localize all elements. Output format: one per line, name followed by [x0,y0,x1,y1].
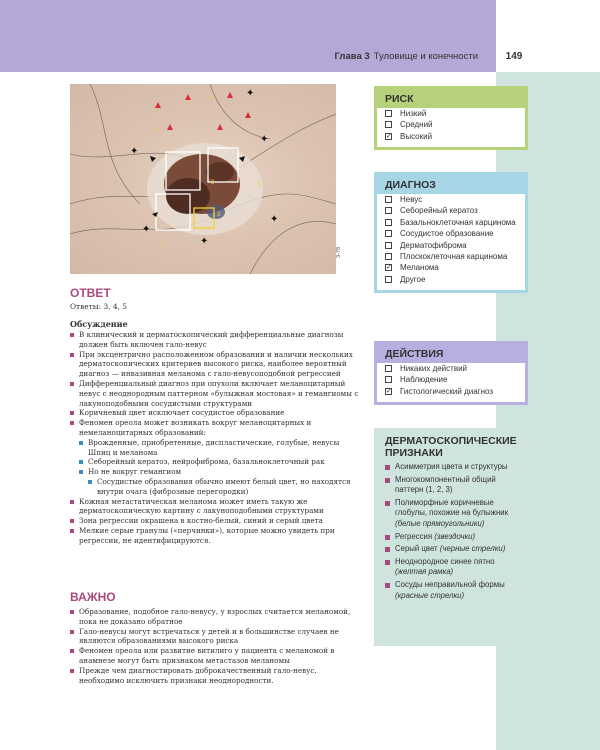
feature-item [385,475,517,496]
discussion-item: Зона регрессии окрашена в костно-белый, синий и серый цвета [70,516,360,526]
discussion-item: Феномен ореола может возникать вокруг меланоцитарных и немеланоцитарных образований: [70,418,360,438]
actions-option [385,386,517,397]
feature-text: Сосуды неправильной формы [395,579,505,589]
feature-text: Серый цвет [395,544,438,554]
diagnosis-option-label: Меланома [400,263,439,273]
feature-text: Полиморфные коричневые глобулы, похожие на булыжник [395,497,509,518]
important-item: Феномен ореола или развитие витилиго у пациента с меланомой в анамнезе могут быть признаком метастазов меланомы [70,646,360,666]
checkbox-icon [385,242,392,249]
actions-option-label: Гистологический диагноз [400,386,494,396]
feature-text: Неоднородное синее пятно [395,556,495,566]
checked-checkbox-icon: ✓ [386,264,392,272]
photo-caption: 3-78 [336,246,342,258]
discussion-item: Но не вокруг гемангиом [70,467,360,477]
important-item: Образование, подобное гало-невусу, у взрослых считается меланомой, пока не доказано обратное [70,607,360,627]
risk-options [377,108,525,147]
svg-text:✦: ✦ [200,236,209,247]
discussion-item: Мелкие серые гранулы («перчинки»), которые можно увидеть при регрессии, не идентифицируются. [70,526,360,546]
photo-label: 1 [210,96,214,102]
checkbox-icon [385,276,392,283]
feature-item [385,462,517,473]
photo-label: 1 [154,128,158,134]
feature-note: (звездочки) [434,531,476,541]
discussion-item: При эксцентрично расположенном образовании и наличии нескольких дерматоскопических критериев высокого риска, наиболее вероятный диагноз — инвазивная меланома с гало-невусоподобной регрессией [70,350,360,379]
checkbox-icon [385,110,392,117]
feature-text: Многокомпонентный общий паттерн (1, 2, 3) [395,474,496,495]
risk-box [374,86,528,150]
diagnosis-option-label: Невус [400,195,423,204]
running-header [0,40,496,72]
diagnosis-option [385,251,517,262]
discussion-item: Врожденные, приобретенные, диспластические, голубые, невусы Шпиц и меланома [70,438,360,458]
photo-label: 3 [217,212,221,218]
photo-label: 1 [258,182,262,188]
diagnosis-option [385,228,517,239]
feature-item [385,557,517,578]
photo-label: 1 [162,242,166,248]
chapter-title: Туловище и конечности [373,50,478,62]
diagnosis-title: ДИАГНОЗ [377,175,525,194]
svg-text:✦: ✦ [142,224,151,235]
feature-item [385,580,517,601]
features-list [377,462,525,608]
risk-option-label: Средний [400,120,433,130]
diagnosis-option-label: Плоскоклеточная карцинома [400,252,508,262]
risk-option [385,119,517,130]
risk-option [385,108,517,119]
actions-box [374,341,528,405]
discussion-item: В клинический и дерматоскопический дифференциальные диагнозы должен быть включен гало-невус [70,330,360,350]
actions-title: ДЕЙСТВИЯ [377,344,525,363]
checked-checkbox-icon: ✓ [386,387,392,395]
diagnosis-option-label: Базальноклеточная карцинома [400,217,516,227]
risk-option-label: Низкий [400,109,427,118]
risk-option [385,131,517,142]
diagnosis-option-label: Другое [400,274,426,284]
checked-checkbox-icon: ✓ [386,132,392,140]
discussion-item: Себорейный кератоз, нейрофиброма, базальноклеточный рак [70,457,360,467]
checkbox-icon [385,207,392,214]
actions-option [385,363,517,374]
diagnosis-option [385,240,517,251]
feature-text: Асимметрия цвета и структуры [395,462,508,471]
dermoscopy-image [70,84,336,274]
important-title: ВАЖНО [70,590,116,604]
diagnosis-option-label: Себорейный кератоз [400,206,478,216]
features-title: ДЕРМАТОСКОПИЧЕСКИЕ ПРИЗНАКИ [377,431,525,462]
actions-option-label: Наблюдение [400,375,448,385]
page-number: 149 [505,50,523,62]
discussion-list [70,330,360,546]
diagnosis-box [374,172,528,293]
photo-label: 2 [211,180,215,186]
risk-title: РИСК [377,89,525,108]
svg-text:✦: ✦ [246,88,255,99]
answers-line: Ответы: 3, 4, 5 [70,302,127,311]
important-item: Гало-невусы могут встречаться у детей и в большинстве случаев не являются образованиями высокого риска [70,627,360,647]
checkbox-icon [385,376,392,383]
dermoscopy-illustration [70,84,336,274]
actions-option-label: Никаких действий [400,364,467,373]
diagnosis-option-label: Сосудистое образование [400,229,494,239]
checkbox-icon [385,196,392,203]
feature-text: Регрессия [395,531,433,541]
discussion-item: Дифференциальный диагноз при опухоли включает меланоцитарный невус с неоднородным паттерном «булыжная мостовая» и гемангиомы с лакуноподобными сосудистыми структурами [70,379,360,408]
discussion-title: Обсуждение [70,319,128,329]
important-item: Прежде чем диагностировать доброкачественный гало-невус, необходимо исключить признаки неоднородности. [70,666,360,686]
checkbox-icon [385,253,392,260]
feature-note: (красные стрелки) [395,590,465,600]
svg-text:✦: ✦ [270,214,279,225]
checkbox-icon [385,219,392,226]
discussion-item: Сосудистые образования обычно имеют белый цвет, но находятся внутри очага (фиброзные перегородки) [70,477,360,497]
actions-option [385,374,517,385]
feature-note: (белые прямоугольники) [395,518,485,528]
feature-item [385,544,517,555]
feature-item [385,532,517,543]
checkbox-icon [385,230,392,237]
diagnosis-option [385,262,517,273]
risk-option-label: Высокий [400,131,433,141]
actions-options [377,363,525,402]
diagnosis-option [385,194,517,205]
diagnosis-option [385,274,517,285]
diagnosis-option [385,217,517,228]
features-box [374,428,528,646]
diagnosis-options [377,194,525,290]
checkbox-icon [385,365,392,372]
discussion-item: Коричневый цвет исключает сосудистое образование [70,408,360,418]
feature-item [385,498,517,530]
svg-text:✦: ✦ [260,134,269,145]
feature-note: (черные стрелки) [439,544,506,554]
checkbox-icon [385,121,392,128]
discussion-item: Кожная метастатическая меланома может иметь такую же дерматоскопическую картину с лакуноподобными структурами [70,497,360,517]
feature-note: (желтая рамка) [395,567,454,577]
answer-title: ОТВЕТ [70,286,111,300]
diagnosis-option-label: Дерматофиброма [400,240,467,250]
important-list [70,607,360,685]
chapter-label: Глава 3 [334,50,370,62]
svg-text:✦: ✦ [130,146,139,157]
diagnosis-option [385,205,517,216]
